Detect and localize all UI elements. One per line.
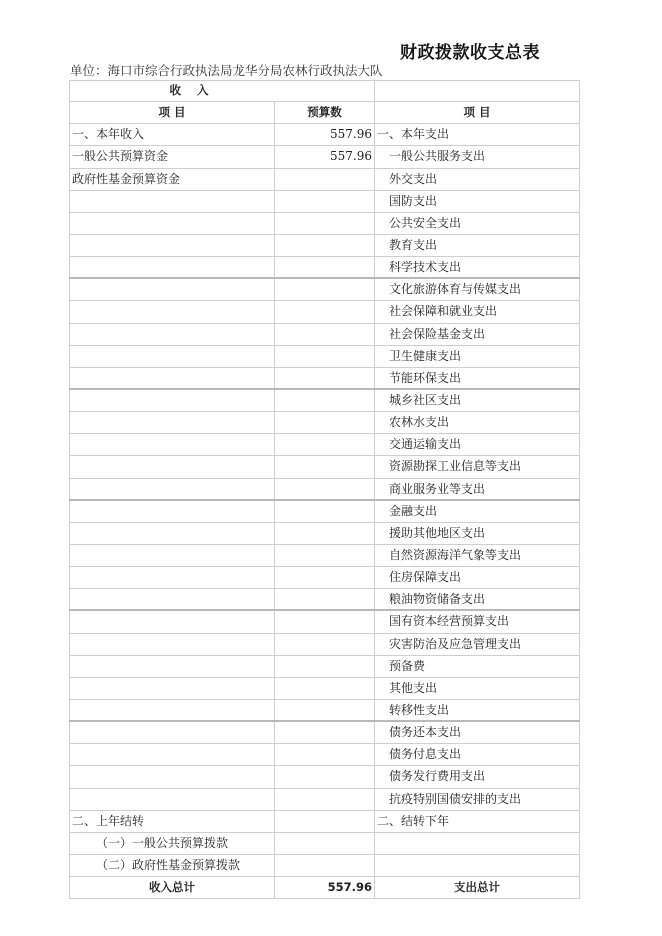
budget-amount [275, 811, 375, 832]
table-row [69, 456, 580, 478]
expense-item: 金融支出 [375, 501, 580, 522]
col-item-left: 项 目 [69, 102, 275, 123]
income-item [69, 700, 275, 720]
table-row [69, 789, 580, 811]
budget-amount [275, 368, 375, 388]
table-row [69, 634, 580, 656]
expense-item: 外交支出 [375, 169, 580, 190]
budget-amount [275, 456, 375, 477]
income-item [69, 191, 275, 212]
expense-item: 债务发行费用支出 [375, 766, 580, 787]
budget-amount [275, 279, 375, 300]
budget-amount [275, 191, 375, 212]
table-row [69, 589, 580, 611]
table-row [69, 766, 580, 788]
income-item [69, 346, 275, 367]
table-row [69, 722, 580, 744]
income-item: （二）政府性基金预算拨款 [69, 855, 275, 876]
expense-item: 援助其他地区支出 [375, 523, 580, 544]
budget-amount [275, 301, 375, 322]
table-row [69, 523, 580, 545]
budget-amount [275, 589, 375, 609]
report-title: 财政拨款收支总表 [400, 43, 540, 63]
income-item [69, 213, 275, 234]
budget-amount: 557.96 [275, 124, 375, 145]
table-row [69, 235, 580, 257]
budget-amount [275, 833, 375, 854]
expense-item: 节能环保支出 [375, 368, 580, 388]
income-item [69, 744, 275, 765]
table-row [69, 744, 580, 766]
table-row [69, 811, 580, 833]
total-row [69, 877, 580, 899]
budget-amount [275, 169, 375, 190]
expense-item: 一、本年支出 [375, 124, 580, 145]
expense-item: 预备费 [375, 656, 580, 677]
income-header: 收 入 [69, 80, 375, 101]
budget-amount [275, 611, 375, 632]
income-item [69, 390, 275, 411]
table-row [69, 545, 580, 567]
expense-item: 教育支出 [375, 235, 580, 256]
budget-amount [275, 722, 375, 743]
income-item [69, 678, 275, 699]
table-row [69, 213, 580, 235]
table-row [69, 479, 580, 501]
income-item [69, 611, 275, 632]
income-item [69, 368, 275, 388]
budget-amount [275, 479, 375, 499]
budget-amount [275, 855, 375, 876]
budget-amount [275, 766, 375, 787]
budget-amount [275, 700, 375, 720]
expense-item: 其他支出 [375, 678, 580, 699]
budget-amount [275, 324, 375, 345]
income-item [69, 634, 275, 655]
table-row [69, 301, 580, 323]
income-item [69, 279, 275, 300]
expense-item: 国防支出 [375, 191, 580, 212]
income-item [69, 501, 275, 522]
income-item [69, 434, 275, 455]
budget-amount [275, 545, 375, 566]
expense-item: 转移性支出 [375, 700, 580, 720]
income-total-label: 收入总计 [69, 877, 275, 898]
table-row [69, 678, 580, 700]
income-item [69, 257, 275, 277]
expense-item: 农林水支出 [375, 412, 580, 433]
table-row [69, 279, 580, 301]
budget-amount [275, 567, 375, 588]
table-body [69, 124, 580, 877]
income-item [69, 479, 275, 499]
table-row [69, 501, 580, 523]
col-budget: 预算数 [275, 102, 375, 123]
budget-amount [275, 390, 375, 411]
budget-amount [275, 656, 375, 677]
budget-amount [275, 257, 375, 277]
table-row [69, 346, 580, 368]
income-item [69, 456, 275, 477]
table-row [69, 191, 580, 213]
table-row [69, 146, 580, 168]
budget-amount [275, 434, 375, 455]
budget-amount [275, 235, 375, 256]
expense-item: 债务付息支出 [375, 744, 580, 765]
income-item [69, 567, 275, 588]
expense-item: 资源勘探工业信息等支出 [375, 456, 580, 477]
income-item: 一、本年收入 [69, 124, 275, 145]
income-total-amount: 557.96 [275, 877, 375, 898]
expense-item: 社会保障和就业支出 [375, 301, 580, 322]
income-item: 一般公共预算资金 [69, 146, 275, 167]
table-row [69, 833, 580, 855]
expense-item [375, 855, 580, 876]
expense-item: 卫生健康支出 [375, 346, 580, 367]
income-item: 二、上年结转 [69, 811, 275, 832]
income-item [69, 589, 275, 609]
table-row [69, 434, 580, 456]
expense-item: 一般公共服务支出 [375, 146, 580, 167]
income-item [69, 412, 275, 433]
unit-label: 单位：海口市综合行政执法局龙华分局农林行政执法大队 [70, 63, 383, 78]
table-row [69, 611, 580, 633]
expense-item: 文化旅游体育与传媒支出 [375, 279, 580, 300]
expense-item: 粮油物资储备支出 [375, 589, 580, 609]
budget-amount [275, 678, 375, 699]
expense-item: 国有资本经营预算支出 [375, 611, 580, 632]
income-item [69, 656, 275, 677]
expense-item: 二、结转下年 [375, 811, 580, 832]
table-row [69, 412, 580, 434]
income-item [69, 235, 275, 256]
budget-amount [275, 634, 375, 655]
table-row [69, 656, 580, 678]
income-item [69, 545, 275, 566]
expense-item: 商业服务业等支出 [375, 479, 580, 499]
table-row [69, 124, 580, 146]
table-row [69, 390, 580, 412]
budget-amount [275, 213, 375, 234]
expense-item [375, 833, 580, 854]
expense-total-label: 支出总计 [375, 877, 580, 898]
expense-item: 灾害防治及应急管理支出 [375, 634, 580, 655]
budget-amount [275, 744, 375, 765]
col-item-right: 项 目 [375, 102, 580, 123]
expense-item: 公共安全支出 [375, 213, 580, 234]
table-row [69, 567, 580, 589]
column-header-row [69, 102, 580, 124]
income-item [69, 324, 275, 345]
expense-item: 社会保险基金支出 [375, 324, 580, 345]
income-item [69, 766, 275, 787]
expense-item: 科学技术支出 [375, 257, 580, 277]
expense-item: 抗疫特别国债安排的支出 [375, 789, 580, 810]
budget-amount [275, 523, 375, 544]
income-item [69, 301, 275, 322]
budget-amount [275, 789, 375, 810]
income-header-row [69, 80, 580, 102]
income-item: （一）一般公共预算拨款 [69, 833, 275, 854]
table-row [69, 368, 580, 390]
table-row [69, 700, 580, 722]
budget-table [69, 80, 580, 899]
income-item: 政府性基金预算资金 [69, 169, 275, 190]
table-row [69, 257, 580, 279]
budget-amount [275, 412, 375, 433]
expense-item: 交通运输支出 [375, 434, 580, 455]
table-row [69, 324, 580, 346]
income-item [69, 722, 275, 743]
expense-item: 债务还本支出 [375, 722, 580, 743]
table-row [69, 855, 580, 877]
expense-item: 住房保障支出 [375, 567, 580, 588]
budget-amount: 557.96 [275, 146, 375, 167]
budget-amount [275, 346, 375, 367]
table-row [69, 169, 580, 191]
expense-item: 自然资源海洋气象等支出 [375, 545, 580, 566]
income-item [69, 523, 275, 544]
income-item [69, 789, 275, 810]
expense-item: 城乡社区支出 [375, 390, 580, 411]
budget-amount [275, 501, 375, 522]
